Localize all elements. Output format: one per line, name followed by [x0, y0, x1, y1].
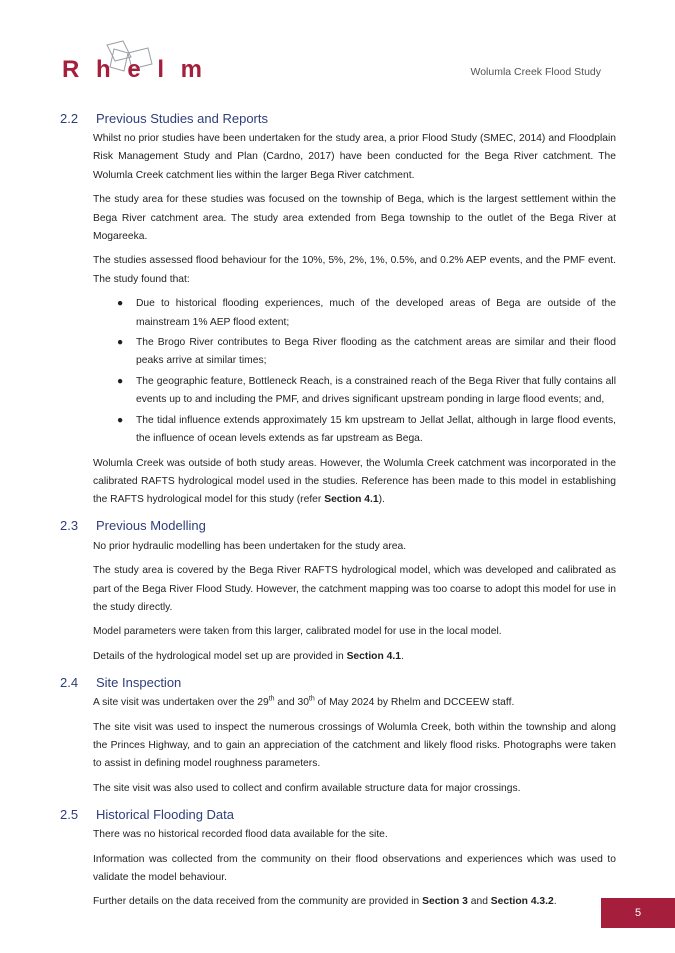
section-title: Historical Flooding Data — [96, 806, 235, 822]
bullet-icon: ● — [117, 337, 124, 349]
list-item: ● The tidal influence extends approximately 15 km upstream to Jellat Jellat, although in large flood events, the influence of ocean levels extends as far upstream as Bega. — [93, 412, 616, 449]
section-heading — [60, 516, 616, 536]
paragraph: Details of the hydrological model set up are provided in Section 4.1. — [93, 650, 404, 662]
section-heading — [60, 108, 616, 128]
section-title: Site Inspection — [96, 674, 182, 690]
paragraph: A site visit was undertaken over the 29th and 30th of May 2024 by Rhelm and DCCEEW staff. — [93, 695, 515, 709]
paragraph: Further details on the data received from the community are provided in Section 3 and Section 4.3.2. — [93, 896, 557, 908]
paragraph: Wolumla Creek was outside of both study areas. However, the Wolumla Creek catchment was incorporated in the calibrated RAFTS hydrological model used in the studies. Reference has been made to this model in establishing the RAFTS hydrological model for this study (refer Section 4.1). — [93, 457, 616, 506]
section-number: 2.3 — [60, 518, 79, 534]
bullet-icon: ● — [117, 414, 124, 426]
paragraph: The site visit was also used to collect and confirm available structure data for major crossings. — [93, 782, 521, 794]
paragraph: No prior hydraulic modelling has been undertaken for the study area. — [93, 540, 407, 552]
list-item: ● The geographic feature, Bottleneck Reach, is a constrained reach of the Bega River that fully contains all events up to and including the PMF, and drives significant upstream ponding in large flood events; and, — [93, 373, 616, 410]
list-item: ● The Brogo River contributes to Bega River flooding as the catchment areas are similar and their flood peaks arrive at similar times; — [93, 334, 616, 371]
section-number: 2.4 — [60, 674, 79, 690]
paragraph: The study area for these studies was focused on the township of Bega, which is the largest settlement within the Bega River catchment area. The study area extended from Bega township to the outlet of the Bega River at Mogareeka. — [93, 194, 616, 243]
paragraph: There was no historical recorded flood data available for the site. — [93, 829, 388, 841]
paragraph: Whilst no prior studies have been undertaken for the study area, a prior Flood Study (SMEC, 2014) and Floodplain Risk Management Study and Plan (Cardno, 2017) have been conducted for the Bega River catchment. The Wolumla Creek catchment lies within the larger Bega River catchment. — [93, 133, 616, 181]
svg-text:R h e l m: R h e l m — [62, 56, 208, 83]
bullet-icon: ● — [117, 298, 124, 310]
section-title: Previous Studies and Reports — [96, 110, 268, 126]
paragraph: The studies assessed flood behaviour for the 10%, 5%, 2%, 1%, 0.5%, and 0.2% AEP events, and the PMF event. The study found that: — [93, 255, 616, 285]
section-number: 2.5 — [60, 806, 79, 822]
section-heading — [60, 804, 616, 824]
section-2-2 — [60, 108, 616, 510]
section-reference: Section 3 — [422, 896, 468, 908]
section-heading — [60, 672, 616, 692]
section-reference: Section 4.3.2 — [490, 896, 554, 908]
findings-list — [93, 295, 616, 448]
section-title: Previous Modelling — [96, 518, 206, 534]
paragraph: The site visit was used to inspect the numerous crossings of Wolumla Creek, both within the township and along the Princes Highway, and to gain an appreciation of the catchment and likely flood risks. Photographs were taken to assist in defining model roughness parameters. — [93, 721, 616, 770]
page-content — [60, 108, 616, 918]
page-number: 5 — [601, 898, 675, 928]
paragraph: The study area is covered by the Bega River RAFTS hydrological model, which was developed and calibrated as part of the Bega River Flood Study. However, the catchment mapping was too coarse to adopt this model for use in the study directly. — [93, 565, 616, 613]
bullet-icon: ● — [117, 375, 124, 387]
section-2-4 — [60, 672, 616, 798]
rhelm-logo — [60, 40, 208, 83]
section-reference: Section 4.1 — [346, 650, 401, 662]
paragraph: Model parameters were taken from this larger, calibrated model for use in the local model. — [93, 626, 502, 638]
section-2-5 — [60, 804, 616, 912]
section-2-3 — [60, 516, 616, 666]
section-number: 2.2 — [60, 110, 79, 126]
document-title: Wolumla Creek Flood Study — [470, 66, 601, 78]
list-item: ● Due to historical flooding experiences, much of the developed areas of Bega are outside of the mainstream 1% AEP flood extent; — [93, 295, 616, 332]
section-reference: Section 4.1 — [324, 494, 379, 506]
paragraph: Information was collected from the community on their flood observations and experiences which was used to validate the model behaviour. — [93, 853, 616, 883]
